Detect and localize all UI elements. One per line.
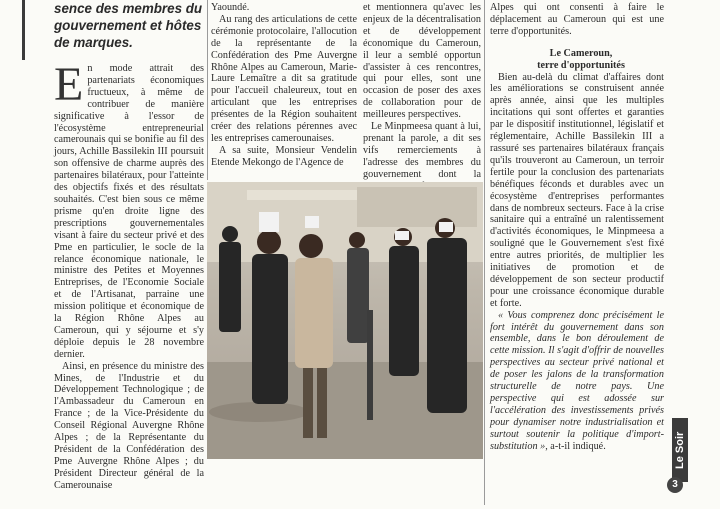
col1-para-1 [54,58,204,361]
col3-para-1: et mentionnera qu'avec les enjeux de la décentralisation et de développement économique du Cameroun, il leur a semblé opportun d'assister à ces rencontres, qui pour elles, sont une occasion de poser des axes de collaboration pour de meilleures perspectives. [363,2,481,121]
col2-para-1: Yaoundé. [211,2,250,13]
headline-line-3: de marques. [54,35,133,50]
column-4 [490,2,664,482]
column-2 [211,2,357,180]
col1-para-1-text: n mode attrait des partenariats économiques fructueux, à même de contribuer de manière significative à l'essor de l'écosystème entrepreneurial camerounais qui se bonifie au fil des jours, Achille Bassilekin III poursuit son offensive de charme auprès des partenaires bilatéraux, pour l'atteinte des objectifs fixés et des résultats souhaités. C'est bien sous ce même prisme qu'en droite ligne des prescriptions gouvernementales visant à faire du secteur privé et des Pme en particulier, le socle de la relance économique nationale, le ministre des Petites et Moyennes Entreprises, de l'Economie Sociale et de l'Artisanat, parraine une mission politique et économique de la Région Rhône Alpes au Cameroun, qui y séjourne et s'y déploie depuis le 28 novembre dernier. [54,63,204,360]
column-1 [54,58,204,503]
col4-quote-tail: , a-t-il indiqué. [545,440,606,452]
subhead-line-1: Le Cameroun, [549,47,613,59]
headline [54,0,210,51]
col4-quote-para [490,310,664,453]
col4-top: Alpes qui ont consenti à faire le déplacement au Cameroun qui est une terre d'opportunités. [490,2,664,37]
col2-para-3: A sa suite, Monsieur Vendelin Etende Mekongo de l'Agence de [211,144,357,168]
column-3 [363,2,481,180]
brand-tab: Le Soir [672,418,688,482]
col4-body: Bien au-delà du climat d'affaires dont les améliorations se construisent année après année, ainsi que les multiples incitations qui sont offertes et garanties par le dispositif institutionnel, législatif et réglementaire, Achille Bassilekin III a rassuré ses partenaires bilatéraux français qu'ils trouveront au Cameroun, un terroir fertile pour la conclusion des partenariats bénéfiques féconds et durables avec un écosystème d'entreprises performantes dans de nombreux secteurs. Face à la crise sanitaire qui a entraîné un ralentissement d'activités économiques, le Minpmeesa a souligné que le Gouvernement s'est fixé entre autres priorités, de multiplier les initiatives de promotion et de développement de son secteur productif pour une croissance économique durable et forte. [490,71,664,309]
headline-rule [22,0,25,60]
column-divider-1 [207,0,208,180]
subhead-line-2: terre d'opportunités [537,59,625,71]
page-number: 3 [667,477,683,493]
news-photo-illustration [207,182,483,459]
col4-quote: « Vous comprenez donc précisément le fort intérêt du gouvernement dans son ensemble, dans le bon déroulement de cette mission. Il s'agit d'offrir de nouvelles perspectives au secteur privé national et de poser les jalons de la transformation structurelle de notre pays. Une perspective qui est adossée sur l'accélération des investissements privés pour dynamiser notre industrialisation et surtout soutenir la politique d'import-substitution » [490,309,664,452]
headline-line-2: gouvernement et hôtes [54,18,202,33]
headline-line-1: sence des membres du [54,1,203,16]
dropcap: E [54,58,84,111]
col2-para-2: Au rang des articulations de cette cérémonie protocolaire, l'allocution de la représentante de la Confédération des Pme Auvergne Rhône Alpes au Cameroun, Marie-Laure Lemaître a dit sa gratitude pour l'accueil chaleureux, tout en articulant que les entreprises présentes de la Région souhaitent créer des relations pérennes avec les entreprises camerounaises. [211,13,357,144]
col1-para-2: Ainsi, en présence du ministre des Mines, de l'Industrie et du Développement Technologique ; de l'Ambassadeur du Cameroun en France ; de la Vice-Présidente du Conseil Régional Auvergne Rhône Alpes ; de la Représentante du Président de la Confédération des Pme Auvergne Rhône Alpes ; du Président Directeur général de la Camerounaise [54,360,204,491]
column-divider-3 [484,0,485,505]
col3-para-2: Le Minpmeesa quant à lui, prenant la parole, a dit ses vifs remerciements à l'adresse des membres du gouvernement dont la [363,121,481,180]
news-photo [207,182,483,459]
